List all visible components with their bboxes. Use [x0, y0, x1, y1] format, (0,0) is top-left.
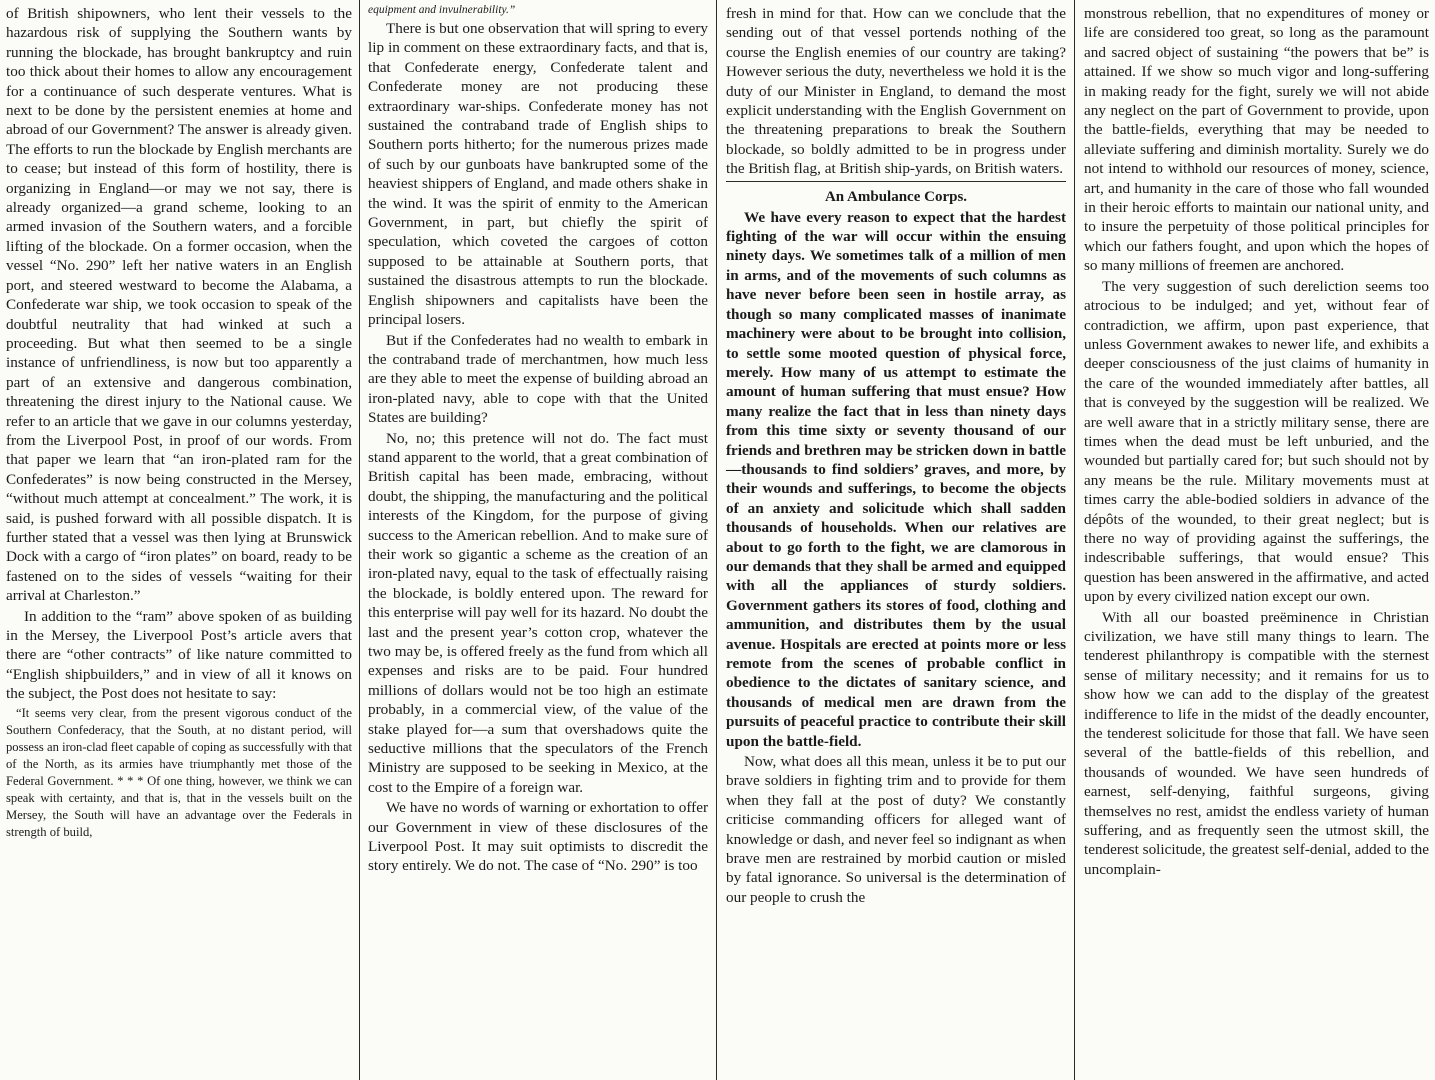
article-paragraph: We have no words of warning or exhortation to offer our Government in view of these disclosures of the Liverpool Post. It may suit optimists to discredit the story entirely. We do not. The case of “No. 290” is too	[368, 799, 708, 875]
column-3	[720, 0, 1072, 1080]
section-rule	[726, 181, 1066, 182]
article-paragraph: There is but one observation that will spring to every lip in comment on these extraordinary facts, and that is, that Confederate energy, Confederate talent and Confederate money are not producing these extraordinary war-ships. Confederate money has not sustained the contraband trade of English ships to Southern ports hitherto; for the numerous prizes made of such by our gunboats have bankrupted some of the heaviest shippers of England, and made others shake in the wind. It was the spirit of enmity to the American Government, in part, but chiefly the spirit of speculation, which coveted the cargoes of cotton supposed to be attainable at Southern ports, that sustained the disastrous attempts to run the blockade. English shipowners and capitalists have been the principal losers.	[368, 20, 708, 329]
article-lead-paragraph: We have every reason to expect that the hardest fighting of the war will occur within the ensuing ninety days. We sometimes talk of a million of men in arms, and of the movements of such columns as have never before been seen in hostile array, as though so many complicated masses of inanimate machinery were about to be brought into collision, to settle some mooted question of physical force, merely. How many of us attempt to estimate the amount of human suffering that must ensue? How many realize the fact that in less than ninety days from this time sixty or seventy thousand of our friends and brethren may be stricken down in battle—thousands to find soldiers’ graves, and more, by their wounds and sufferings, to become the objects of an anxiety and solicitude which shall sadden thousands of households. When our relatives are about to go forth to the fight, we are clamorous in our demands that they shall be armed and equipped with all the appliances of sturdy soldiers. Government gathers its stores of food, clothing and ammunition, and distributes them by the usual avenue. Hospitals are erected at points more or less remote from the scenes of probable conflict in obedience to the dictates of sanitary science, and thousands of medical men are drawn from the pursuits of peaceful practice to contribute their skill upon the battle-field.	[726, 208, 1066, 750]
article-paragraph: In addition to the “ram” above spoken of as building in the Mersey, the Liverpool Post’s article avers that there are “other contracts” of like nature committed to “English shipbuilders,” and in view of all it knows on the subject, the Post does not hesitate to say:	[6, 607, 352, 703]
article-paragraph: fresh in mind for that. How can we conclude that the sending out of that vessel portends nothing of the course the English enemies of our country are taking? However serious the duty, nevertheless we hold it is the duty of our Minister in England, to demand the most explicit understanding with the English Government on the threatening preparations to break the Southern blockade, so boldly admitted to be in progress under the British flag, at British ship-yards, on British waters.	[726, 5, 1066, 178]
quoted-excerpt: “It seems very clear, from the present vigorous conduct of the Southern Confederacy, that the South, at no distant period, will possess an iron-clad fleet capable of coping as successfully with that of the North, as its armies have triumphantly met those of the Federal Government. * * * Of one thing, however, we think we can speak with certainty, and that is, that in the vessels built on the Mersey, the South will have an advantage over the Federals in strength of build,	[6, 705, 352, 839]
column-divider	[716, 0, 717, 1080]
column-2	[362, 0, 714, 1080]
article-paragraph: But if the Confederates had no wealth to embark in the contraband trade of merchantmen, how much less are they able to meet the expense of building abroad an iron-plated navy, able to cope with that the United States are building?	[368, 331, 708, 427]
article-paragraph: Now, what does all this mean, unless it be to put our brave soldiers in fighting trim and to provide for them when they fall at the post of duty? We constantly criticise commanding officers for alleged want of knowledge or dash, and never feel so indignant as when brave men are restrained by morbid caution or misled by fatal ignorance. So universal is the determination of our people to crush the	[726, 753, 1066, 906]
article-paragraph: The very suggestion of such dereliction seems too atrocious to be indulged; and yet, without fear of contradiction, we affirm, upon past experience, that unless Government awakes to newer life, and exhibits a deeper consciousness of the just claims of humanity in the care of the wounded immediately after battles, all that is conveyed by the suggestion will be realized. We are well aware that in a strictly military sense, there are times when the dead must be left unburied, and the wounded but partially cared for; but such should not by any means be the rule. Military movements must at times carry the able-bodied soldiers in advance of the dépôts of the wounded, to their great neglect; but is there no way of providing against the sufferings, the indescribable sufferings, that would ensue? This question has been answered in the affirmative, and acted upon by every civilized nation except our own.	[1084, 277, 1429, 606]
article-paragraph: No, no; this pretence will not do. The fact must stand apparent to the world, that a great combination of British capital has been made, embracing, without doubt, the shipping, the manufacturing and the political interests of the Kingdom, for the purpose of giving success to the American rebellion. And to make sure of their work so gigantic a scheme as the creation of an iron-plated navy, equal to the task of effectually raising the blockade, is boldly entered upon. The reward for this enterprise will pay well for its hazard. No doubt the last and the present year’s cotton crop, whatever the two may be, is offered freely as the fund from which all expenses and risks are to be paid. Four hundred millions of dollars would not be too high an estimate probably, in a commercial view, of the value of the stake played for—a sum that overshadows quite the seductive millions that the speculators of the French Ministry are supposed to be seeking in Mexico, at the cost to the Empire of a foreign war.	[368, 429, 708, 796]
quote-continuation: equipment and invulnerability.”	[368, 4, 516, 16]
column-1	[0, 0, 358, 1080]
article-paragraph: With all our boasted preëminence in Christian civilization, we have still many things to learn. The tenderest philanthropy is compatible with the sternest sense of military necessity; and it remains for us to show how we can add to the display of the greatest indifference to life in the midst of the deadly encounter, the tenderest solicitude for those that fall. We have seen several of the battle-fields of this rebellion, and thousands of wounded. We have seen hundreds of earnest, self-denying, faithful surgeons, giving themselves no rest, amidst the endless variety of human suffering, and as frequently seen the utmost skill, the tenderest solicitude, the greatest self-denial, added to the uncomplain-	[1084, 608, 1429, 878]
article-heading: An Ambulance Corps.	[824, 188, 968, 205]
column-divider	[359, 0, 360, 1080]
article-paragraph: of British shipowners, who lent their vessels to the hazardous risk of supplying the Southern wants by running the blockade, has brought bankruptcy and ruin too thick about their homes to allow any encouragement for a continuance of such desperate ventures. What is next to be done by the persistent enemies at home and abroad of our Government? The answer is already given. The efforts to run the blockade by English merchants are to cease; but instead of this form of hostility, there is organizing in England—or may we not say, there is already organized—a grand scheme, looking to an armed invasion of the Southern waters, and a forcible lifting of the blockade. On a former occasion, when the vessel “No. 290” left her native waters in an English port, and steered westward to become the Alabama, a Confederate war ship, we took occasion to speak of the doubtful neutrality that had winked at such a proceeding. But what then seemed to be a single instance of unfriendliness, is now but too apparently a part of an extensive and dangerous combination, threatening the direst injury to the National cause. We refer to an article that we gave in our columns yesterday, from the Liverpool Post, in proof of our words. From that paper we learn that “an iron-plated ram for the Confederates” is now being constructed in the Mersey, “without much attempt at concealment.” The work, it is said, is pushed forward with all possible dispatch. It is further stated that a vessel was then lying at Brunswick Dock with a cargo of “iron plates” on board, ready to be fastened on to the sides of vessels “waiting for their arrival at Charleston.”	[6, 5, 352, 605]
column-4	[1078, 0, 1435, 1080]
column-divider	[1074, 0, 1075, 1080]
article-paragraph: monstrous rebellion, that no expenditures of money or life are considered too great, so long as the paramount and sacred object of sustaining “the powers that be” is attained. If we show so much vigor and long-suffering in making ready for the fight, surely we will not abide any neglect on the part of Government to provide, upon the battle-fields, everything that may be needed to alleviate suffering and diminish mortality. Surely we do not intend to withhold our resources of money, science, art, and humanity in the care of those who fall wounded in their heroic efforts to maintain our national unity, and to insure the perpetuity of those political principles for which our fathers fought, and upon which the hopes of so many millions of freemen are anchored.	[1084, 5, 1429, 275]
